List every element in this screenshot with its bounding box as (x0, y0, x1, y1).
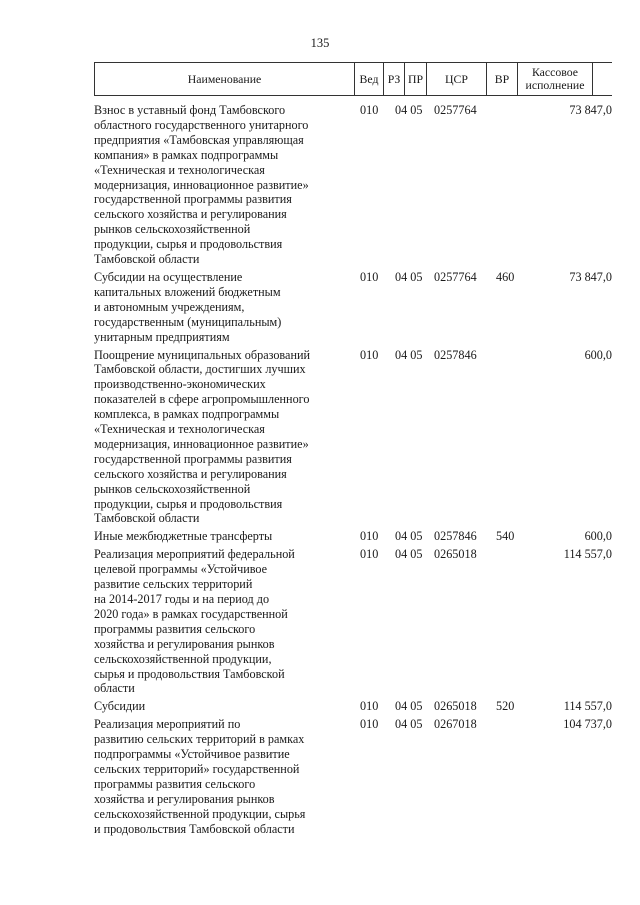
row-name-line: унитарным предприятиям (94, 329, 230, 344)
row-name-line: комплекса, в рамках подпрограммы (94, 407, 280, 422)
row-name-line: сельскохозяйственной продукции, сырья (94, 806, 306, 821)
row-name-line: Поощрение муниципальных образований (94, 347, 311, 362)
row-name-line: показателей в сфере агропромышленного (94, 392, 310, 407)
row-csr: 0265018 (434, 699, 477, 714)
row-ved: 010 (360, 347, 379, 362)
table-body (94, 103, 612, 837)
row-name-line: развитие сельских территорий (94, 577, 253, 592)
header-name: Наименование (95, 63, 355, 95)
row-rz: 04 (395, 547, 408, 562)
row-name-line: Тамбовской области, достигших лучших (94, 362, 306, 377)
row-name (94, 270, 358, 345)
row-vr: 460 (496, 269, 515, 284)
row-name-line: программы развития сельского (94, 776, 256, 791)
row-name-line: капитальных вложений бюджетным (94, 284, 281, 299)
row-name-line: Тамбовской области (94, 252, 200, 267)
row-name-line: Взнос в уставный фонд Тамбовского (94, 103, 286, 117)
row-name-line: Реализация мероприятий по (94, 717, 241, 732)
page-number: 135 (310, 36, 330, 50)
row-name-line: подпрограммы «Устойчивое развитие (94, 747, 290, 762)
row-name-line: государственным (муниципальным) (94, 314, 282, 329)
row-sum: 114 557,0 (563, 699, 612, 714)
row-name-line: на 2014-2017 годы и на период до (94, 592, 270, 606)
table-row (94, 529, 612, 544)
header-sum: Кассовое исполнение (518, 63, 593, 95)
row-ved: 010 (360, 717, 379, 732)
row-name-line: и продовольствия Тамбовской области (94, 821, 295, 836)
header-pr: ПР (405, 63, 427, 95)
row-name-line: Реализация мероприятий федеральной (94, 547, 295, 562)
row-pr: 05 (410, 547, 423, 562)
row-name-line: «Техническая и технологическая (94, 162, 265, 177)
row-pr: 05 (410, 269, 423, 284)
row-ved: 010 (360, 269, 379, 284)
row-sum: 114 557,0 (563, 547, 612, 562)
row-name-line: продукции, сырья и продовольствия (94, 237, 283, 252)
row-name (94, 699, 358, 714)
header-csr: ЦСР (427, 63, 487, 95)
row-rz-pr (394, 717, 434, 836)
row-csr: 0267018 (434, 717, 477, 732)
row-name-line: хозяйства и регулирования рынков (94, 791, 275, 806)
row-name-line: Субсидии (94, 699, 146, 714)
table-row (94, 547, 612, 696)
budget-table (94, 62, 612, 840)
row-pr: 05 (410, 347, 423, 362)
header-ved: Вед (355, 63, 384, 95)
row-name-line: сельского хозяйства и регулирования (94, 466, 287, 481)
row-name-line: рынков сельскохозяйственной (94, 481, 251, 496)
row-rz-pr (394, 699, 434, 714)
row-name-line: сельского хозяйства и регулирования (94, 207, 287, 222)
row-name-line: Тамбовской области (94, 511, 200, 526)
row-name-line: сельских территорий» государственной (94, 761, 300, 776)
row-rz-pr (394, 103, 434, 267)
row-name-line: модернизация, инновационное развитие» (94, 436, 309, 451)
row-pr: 05 (410, 103, 423, 117)
row-csr: 0265018 (434, 547, 477, 562)
row-name-line: сельскохозяйственной продукции, (94, 651, 272, 666)
table-row (94, 348, 612, 527)
row-name-line: сырья и продовольствия Тамбовской (94, 666, 285, 681)
row-name-line: продукции, сырья и продовольствия (94, 496, 283, 511)
table-header (94, 62, 612, 96)
row-vr (496, 103, 528, 267)
row-rz-pr (394, 270, 434, 345)
row-pr: 05 (410, 529, 423, 544)
row-ved: 010 (360, 547, 379, 562)
table-row (94, 103, 612, 267)
row-name-line: программы развития сельского (94, 621, 256, 636)
row-rz: 04 (395, 269, 408, 284)
row-ved: 010 (360, 103, 379, 117)
row-rz-pr (394, 547, 434, 696)
row-rz-pr (394, 348, 434, 527)
row-name-line: рынков сельскохозяйственной (94, 222, 251, 237)
row-name-line: модернизация, инновационное развитие» (94, 177, 309, 192)
row-name-line: развитию сельских территорий в рамках (94, 732, 305, 747)
row-name (94, 348, 358, 527)
row-rz-pr (394, 529, 434, 544)
row-name-line: производственно-экономических (94, 377, 266, 392)
row-sum: 73 847,0 (569, 103, 612, 117)
row-sum: 600,0 (584, 529, 612, 544)
row-name-line: компания» в рамках подпрограммы (94, 147, 279, 162)
row-csr: 0257764 (434, 269, 477, 284)
row-name-line: Иные межбюджетные трансферты (94, 529, 273, 544)
header-rz: РЗ (384, 63, 405, 95)
header-vr: ВР (487, 63, 518, 95)
row-sum: 600,0 (584, 347, 612, 362)
row-name-line: областного государственного унитарного (94, 117, 309, 132)
row-name-line: и автономным учреждениям, (94, 299, 245, 314)
row-name-line: хозяйства и регулирования рынков (94, 636, 275, 651)
row-name-line: 2020 года» в рамках государственной (94, 606, 288, 621)
row-name-line: «Техническая и технологическая (94, 422, 265, 437)
row-name-line: государственной программы развития (94, 451, 292, 466)
row-sum: 104 737,0 (563, 717, 612, 732)
table-row (94, 699, 612, 714)
row-name (94, 103, 358, 267)
row-rz: 04 (395, 699, 408, 714)
row-vr (496, 547, 528, 696)
row-name-line: государственной программы развития (94, 192, 292, 207)
row-name (94, 717, 358, 836)
row-name-line: области (94, 681, 135, 696)
row-rz: 04 (395, 103, 408, 117)
row-ved: 010 (360, 529, 379, 544)
table-row (94, 717, 612, 836)
row-vr: 520 (496, 699, 515, 714)
row-pr: 05 (410, 717, 423, 732)
row-name-line: Субсидии на осуществление (94, 269, 243, 284)
row-name-line: предприятия «Тамбовская управляющая (94, 132, 304, 147)
row-vr (496, 717, 528, 836)
row-vr: 540 (496, 529, 515, 544)
row-rz: 04 (395, 529, 408, 544)
row-sum: 73 847,0 (569, 269, 612, 284)
row-csr: 0257846 (434, 529, 477, 544)
row-rz: 04 (395, 717, 408, 732)
row-rz: 04 (395, 347, 408, 362)
row-name-line: целевой программы «Устойчивое (94, 562, 268, 577)
row-vr (496, 348, 528, 527)
row-csr: 0257764 (434, 103, 477, 117)
row-name (94, 529, 358, 544)
row-pr: 05 (410, 699, 423, 714)
row-csr: 0257846 (434, 347, 477, 362)
row-name (94, 547, 358, 696)
table-row (94, 270, 612, 345)
row-ved: 010 (360, 699, 379, 714)
